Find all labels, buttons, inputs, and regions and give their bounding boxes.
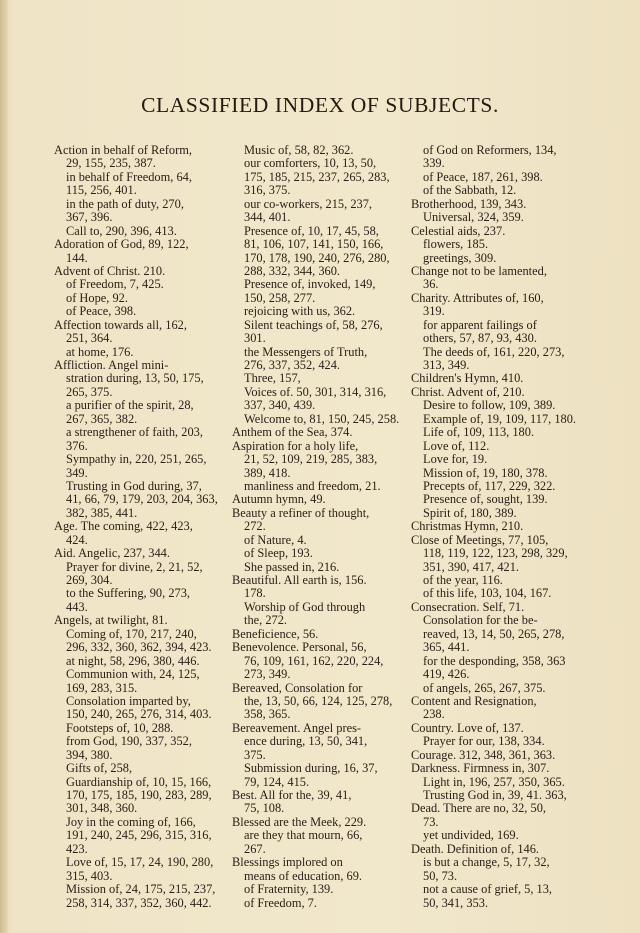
- index-line: Communion with, 24, 125,: [66, 667, 200, 682]
- index-line: Trusting in God during, 37,: [66, 478, 202, 493]
- index-line: 316, 375.: [244, 183, 291, 198]
- index-line: Anthem of the Sea, 374.: [232, 425, 353, 440]
- index-line: Presence of, sought, 139.: [423, 492, 548, 507]
- index-line: 376.: [66, 438, 88, 453]
- index-line: 344, 401.: [244, 210, 291, 225]
- index-line: Presence of, invoked, 149,: [244, 277, 376, 292]
- index-line: 50, 341, 353.: [423, 895, 489, 910]
- index-line: 337, 340, 439.: [244, 398, 316, 413]
- index-line: 367, 396.: [66, 210, 113, 225]
- index-line: 424.: [66, 532, 88, 547]
- index-line: Light in, 196, 257, 350, 365.: [423, 774, 565, 789]
- index-line: Guardianship of, 10, 15, 166,: [66, 774, 212, 789]
- index-line: Advent of Christ. 210.: [54, 263, 166, 278]
- index-line: Beauty a refiner of thought,: [232, 505, 370, 520]
- index-line: 41, 66, 79, 179, 203, 204, 363,: [66, 492, 218, 507]
- index-line: 288, 332, 344, 360.: [244, 263, 341, 278]
- index-line: Prayer for our, 138, 334.: [423, 734, 545, 749]
- index-line: Angels, at twilight, 81.: [54, 613, 168, 628]
- index-line: Joy in the coming of, 166,: [66, 814, 196, 829]
- index-line: 375.: [244, 747, 266, 762]
- index-line: reaved, 13, 14, 50, 265, 278,: [423, 626, 565, 641]
- index-line: Children's Hymn, 410.: [411, 371, 524, 386]
- index-line: 382, 385, 441.: [66, 505, 138, 520]
- index-line: from God, 190, 337, 352,: [66, 734, 192, 749]
- index-line: of God on Reformers, 134,: [423, 143, 557, 157]
- index-line: 389, 418.: [244, 465, 291, 480]
- index-line: stration during, 13, 50, 175,: [66, 371, 204, 386]
- index-line: Trusting God in, 39, 41. 363,: [423, 788, 567, 802]
- page-title: CLASSIFIED INDEX OF SUBJECTS.: [141, 93, 499, 117]
- index-line: 238.: [423, 707, 445, 722]
- index-line: Coming of, 170, 217, 240,: [66, 626, 197, 641]
- index-line: Precepts of, 117, 229, 322.: [423, 478, 556, 493]
- index-line: Life of, 109, 113, 180.: [423, 425, 535, 440]
- index-line: of Peace, 187, 261, 398.: [423, 169, 543, 184]
- index-line: 269, 304.: [66, 573, 113, 587]
- index-line: Death. Definition of, 146.: [411, 841, 540, 856]
- index-line: 339.: [423, 156, 445, 171]
- index-line: ence during, 13, 50, 341,: [244, 734, 368, 749]
- index-line: 81, 106, 107, 141, 150, 166,: [244, 237, 384, 252]
- index-line: Blessed are the Meek, 229.: [232, 814, 367, 829]
- index-line: Footsteps of, 10, 288.: [66, 720, 174, 735]
- index-line: Mission of, 24, 175, 215, 237,: [66, 882, 216, 897]
- index-line: the, 272.: [244, 613, 288, 628]
- index-column-3: [411, 144, 591, 910]
- index-line: Close of Meetings, 77, 105,: [411, 532, 549, 547]
- index-line: of Freedom, 7, 425.: [66, 277, 164, 292]
- index-line: 251, 364.: [66, 331, 113, 346]
- index-line: 272.: [244, 519, 266, 534]
- index-line: of angels, 265, 267, 375.: [423, 680, 546, 695]
- index-line: Affection towards all, 162,: [54, 317, 187, 332]
- index-line: the Messengers of Truth,: [244, 344, 368, 359]
- index-line: 349.: [66, 465, 88, 480]
- index-line: Welcome to, 81, 150, 245, 258.: [244, 411, 400, 426]
- index-line: 443.: [66, 599, 88, 614]
- index-line: rejoicing with us, 362.: [244, 304, 356, 319]
- index-line: Submission during, 16, 37,: [244, 761, 378, 776]
- index-line: Bereaved, Consolation for: [232, 680, 363, 695]
- index-line: Beneficience, 56.: [232, 626, 319, 641]
- index-line: 144.: [66, 250, 88, 265]
- index-line: 76, 109, 161, 162, 220, 224,: [244, 653, 384, 668]
- index-line: for the desponding, 358, 363: [423, 653, 566, 668]
- index-line: Music of, 58, 82, 362.: [244, 143, 354, 157]
- index-line: Change not to be lamented,: [411, 263, 547, 278]
- index-line: 178.: [244, 586, 266, 601]
- index-line: 265, 375.: [66, 384, 113, 399]
- index-line: means of education, 69.: [244, 868, 363, 883]
- index-line: Love of, 15, 17, 24, 190, 280,: [66, 855, 214, 870]
- index-line: Celestial aids, 237.: [411, 223, 506, 238]
- index-line: Beautiful. All earth is, 156.: [232, 573, 367, 587]
- index-line: Brotherhood, 139, 343.: [411, 196, 527, 211]
- index-line: Christmas Hymn, 210.: [411, 519, 524, 534]
- index-line: for apparent failings of: [423, 317, 537, 332]
- index-column-2: [232, 144, 410, 910]
- index-line: Aspiration for a holy life,: [232, 438, 359, 453]
- index-line: 29, 155, 235, 387.: [66, 156, 156, 171]
- index-line: 170, 175, 185, 190, 283, 289,: [66, 788, 212, 802]
- index-line: Adoration of God, 89, 122,: [54, 237, 189, 252]
- index-line: Bereavement. Angel pres-: [232, 720, 362, 735]
- index-line: Prayer for divine, 2, 21, 52,: [66, 559, 203, 574]
- index-line: Autumn hymn, 49.: [232, 492, 326, 507]
- index-line: Love of, 112.: [423, 438, 490, 453]
- index-line: She passed in, 216.: [244, 559, 340, 574]
- index-line: Three, 157,: [244, 371, 301, 386]
- index-line: 118, 119, 122, 123, 298, 329,: [423, 546, 568, 561]
- index-line: Affliction. Angel mini-: [54, 358, 169, 372]
- index-line: a strengthener of faith, 203,: [66, 425, 203, 440]
- index-line: of this life, 103, 104, 167.: [423, 586, 552, 601]
- index-line: Silent teachings of, 58, 276,: [244, 317, 383, 332]
- index-line: in behalf of Freedom, 64,: [66, 169, 192, 184]
- index-line: 313, 349.: [423, 358, 470, 372]
- index-line: yet undivided, 169.: [423, 828, 519, 843]
- index-line: Sympathy in, 220, 251, 265,: [66, 452, 207, 467]
- index-line: Mission of, 19, 180, 378.: [423, 465, 548, 480]
- index-line: 175, 185, 215, 237, 265, 283,: [244, 169, 390, 184]
- index-line: to the Suffering, 90, 273,: [66, 586, 191, 601]
- index-line: Love for, 19.: [423, 452, 488, 467]
- index-line: a purifier of the spirit, 28,: [66, 398, 194, 413]
- index-line: The deeds of, 161, 220, 273,: [423, 344, 565, 359]
- page-binding-edge: [0, 0, 8, 933]
- index-line: Blessings implored on: [232, 855, 343, 870]
- index-line: Aid. Angelic, 237, 344.: [54, 546, 170, 561]
- index-line: are they that mourn, 66,: [244, 828, 363, 843]
- index-line: Benevolence. Personal, 56,: [232, 640, 367, 655]
- index-line: Darkness. Firmness in, 307.: [411, 761, 550, 776]
- index-line: 169, 283, 315.: [66, 680, 138, 695]
- index-line: 258, 314, 337, 352, 360, 442.: [66, 895, 212, 910]
- index-column-1: [54, 144, 232, 910]
- index-line: Content and Resignation,: [411, 693, 537, 708]
- index-line: 21, 52, 109, 219, 285, 383,: [244, 452, 378, 467]
- index-line: of the year, 116.: [423, 573, 503, 587]
- index-line: 50, 73.: [423, 868, 458, 883]
- index-line: 419, 426.: [423, 667, 470, 682]
- index-line: 351, 390, 417, 421.: [423, 559, 520, 574]
- index-line: of Freedom, 7.: [244, 895, 317, 910]
- index-line: Spirit of, 180, 389.: [423, 505, 517, 520]
- index-line: 273, 349.: [244, 667, 291, 682]
- index-line: 301.: [244, 331, 266, 346]
- index-line: 73.: [423, 814, 439, 829]
- index-line: our co-workers, 215, 237,: [244, 196, 373, 211]
- index-line: 319.: [423, 304, 445, 319]
- index-line: 170, 178, 190, 240, 276, 280,: [244, 250, 390, 265]
- index-line: 36.: [423, 277, 439, 292]
- index-line: at home, 176.: [66, 344, 134, 359]
- index-line: of Nature, 4.: [244, 532, 307, 547]
- index-line: Consolation imparted by,: [66, 693, 191, 708]
- index-line: Gifts of, 258,: [66, 761, 133, 776]
- index-line: in the path of duty, 270,: [66, 196, 184, 211]
- index-line: 358, 365.: [244, 707, 291, 722]
- index-line: at night, 58, 296, 380, 446.: [66, 653, 200, 668]
- index-line: Voices of. 50, 301, 314, 316,: [244, 384, 387, 399]
- index-line: of Peace, 398.: [66, 304, 137, 319]
- index-line: flowers, 185.: [423, 237, 489, 252]
- index-line: our comforters, 10, 13, 50,: [244, 156, 377, 171]
- index-line: 75, 108.: [244, 801, 285, 816]
- index-line: 115, 256, 401.: [66, 183, 137, 198]
- index-line: Courage. 312, 348, 361, 363.: [411, 747, 556, 762]
- index-line: Dead. There are no, 32, 50,: [411, 801, 546, 816]
- index-line: 150, 258, 277.: [244, 290, 316, 305]
- index-line: Consecration. Self, 71.: [411, 599, 525, 614]
- index-line: 423.: [66, 841, 88, 856]
- index-line: greetings, 309.: [423, 250, 497, 265]
- index-line: Action in behalf of Reform,: [54, 143, 192, 157]
- index-line: Age. The coming, 422, 423,: [54, 519, 193, 534]
- index-line: Best. All for the, 39, 41,: [232, 788, 352, 802]
- index-line: of Hope, 92.: [66, 290, 128, 305]
- index-line: 276, 337, 352, 424.: [244, 358, 341, 372]
- index-line: Consolation for the be-: [423, 613, 538, 628]
- index-line: others, 57, 87, 93, 430.: [423, 331, 537, 346]
- index-line: of Sleep, 193.: [244, 546, 313, 561]
- index-line: 191, 240, 245, 296, 315, 316,: [66, 828, 212, 843]
- index-line: Christ. Advent of, 210.: [411, 384, 525, 399]
- index-line: Call to, 290, 396, 413.: [66, 223, 177, 238]
- index-line: 79, 124, 415.: [244, 774, 310, 789]
- index-line: Example of, 19, 109, 117, 180.: [423, 411, 577, 426]
- index-line: 315, 403.: [66, 868, 113, 883]
- index-line: 267, 365, 382.: [66, 411, 138, 426]
- index-line: Charity. Attributes of, 160,: [411, 290, 544, 305]
- index-line: manliness and freedom, 21.: [244, 478, 381, 493]
- index-line: 394, 380.: [66, 747, 113, 762]
- index-line: of the Sabbath, 12.: [423, 183, 517, 198]
- index-line: Universal, 324, 359.: [423, 210, 524, 225]
- index-line: not a cause of grief, 5, 13,: [423, 882, 553, 897]
- index-line: Worship of God through: [244, 599, 366, 614]
- index-line: is but a change, 5, 17, 32,: [423, 855, 550, 870]
- index-line: 150, 240, 265, 276, 314, 403.: [66, 707, 212, 722]
- index-line: the, 13, 50, 66, 124, 125, 278,: [244, 693, 393, 708]
- index-line: 301, 348, 360.: [66, 801, 138, 816]
- index-line: Desire to follow, 109, 389.: [423, 398, 556, 413]
- index-line: Country. Love of, 137.: [411, 720, 524, 735]
- index-line: 267.: [244, 841, 266, 856]
- index-line: Presence of, 10, 17, 45, 58,: [244, 223, 379, 238]
- index-line: 296, 332, 360, 362, 394, 423.: [66, 640, 212, 655]
- index-line: of Fraternity, 139.: [244, 882, 334, 897]
- index-line: 365, 441.: [423, 640, 470, 655]
